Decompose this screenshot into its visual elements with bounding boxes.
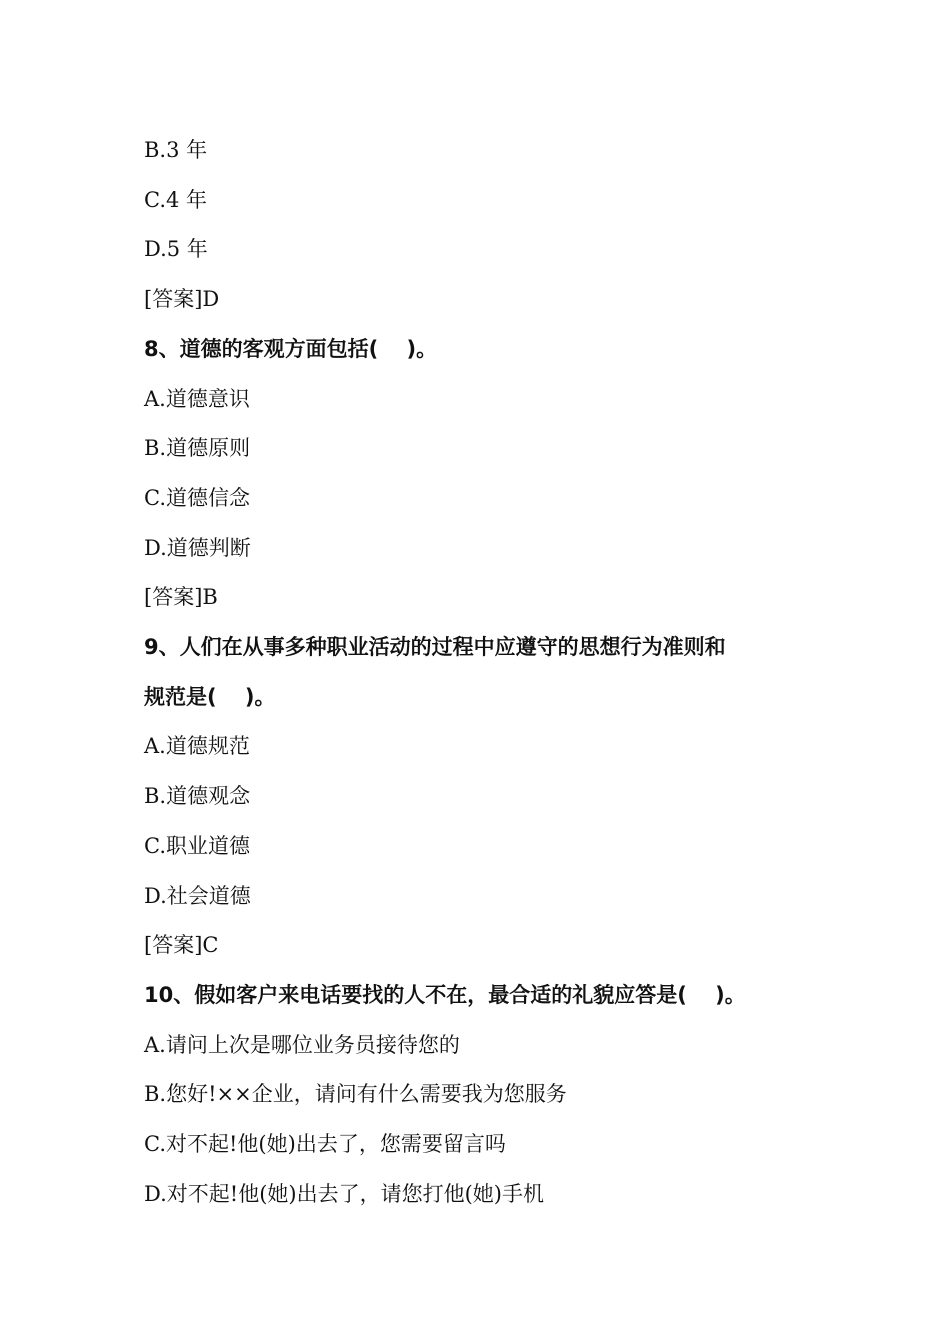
option-c-q9: C.职业道德 (144, 833, 250, 858)
option-a-q8: A.道德意识 (144, 386, 250, 411)
option-d-q8: D.道德判断 (144, 535, 251, 560)
option-b-q10: B.您好!××企业，请问有什么需要我为您服务 (144, 1082, 567, 1107)
answer-q8: [答案]B (144, 585, 218, 610)
question-8: 8、道德的客观方面包括( )。 (144, 336, 438, 361)
option-a-q9: A.道德规范 (144, 734, 250, 759)
question-10: 10、假如客户来电话要找的人不在，最合适的礼貌应答是( )。 (144, 982, 746, 1007)
option-d-q10: D.对不起!他(她)出去了，请您打他(她)手机 (144, 1181, 544, 1206)
option-c-q8: C.道德信念 (144, 485, 250, 510)
option-b-q8: B.道德原则 (144, 436, 251, 461)
answer-q9: [答案]C (144, 933, 219, 958)
option-b-q9: B.道德观念 (144, 784, 251, 809)
question-9-line-2: 规范是( )。 (144, 684, 276, 709)
document-page (144, 126, 824, 1219)
option-d-q7: D.5 年 (144, 237, 208, 262)
option-d-q9: D.社会道德 (144, 883, 251, 908)
option-c-q7: C.4 年 (144, 187, 208, 212)
option-a-q10: A.请问上次是哪位业务员接待您的 (144, 1032, 460, 1057)
answer-q7: [答案]D (144, 287, 220, 312)
option-b-q7: B.3 年 (144, 138, 208, 162)
option-c-q10: C.对不起!他(她)出去了，您需要留言吗 (144, 1132, 506, 1157)
question-9-line-1: 9、人们在从事多种职业活动的过程中应遵守的思想行为准则和 (144, 635, 726, 660)
